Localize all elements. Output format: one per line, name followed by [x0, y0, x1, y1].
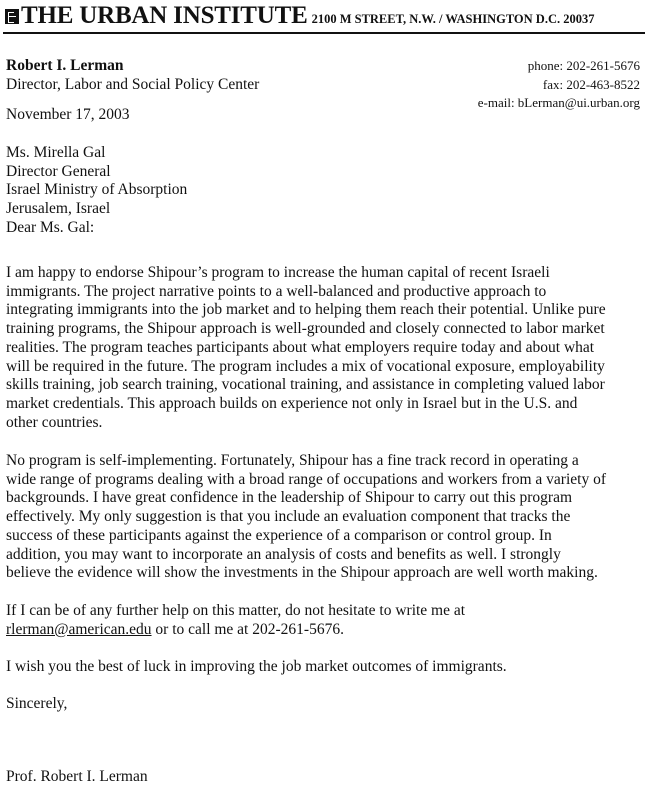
recipient-title: Director General: [6, 162, 111, 180]
salutation: Dear Ms. Gal:: [6, 219, 95, 236]
paragraph-line: skills training, job search training, vocational training, and assistance in completing valued labor: [6, 376, 605, 394]
paragraph-line: market credentials. This approach builds on experience not only in Israel but in the U.S. and: [6, 394, 578, 412]
letterhead: [5, 2, 645, 28]
contact-block: [478, 57, 640, 113]
sender-title: Director, Labor and Social Policy Center: [6, 76, 260, 93]
contact-email: e-mail: bLerman@ui.urban.org: [477, 95, 640, 110]
recipient-name: Ms. Mirella Gal: [6, 144, 106, 161]
paragraph-line: realities. The program teaches participants about what employers require today and about what: [6, 338, 595, 356]
paragraph-line: integrating immigrants into the job market and to helping them reach their potential. Unlike pure: [6, 301, 606, 319]
paragraph-line: will be required in the future. The program includes a mix of vocational exposure, employability: [6, 357, 605, 375]
org-name: THE URBAN INSTITUTE: [21, 2, 308, 29]
paragraph-line: addition, you may want to incorporate an analysis of costs and benefits as well. I strongly: [6, 545, 561, 563]
org-address: 2100 M STREET, N.W. / WASHINGTON D.C. 20037: [311, 12, 595, 26]
paragraph-line: effectively. My only suggestion is that you include an evaluation component that tracks the: [6, 508, 571, 526]
email-link[interactable]: rlerman@american.edu: [6, 620, 152, 638]
body-paragraph-2: [6, 452, 646, 583]
paragraph-line: backgrounds. I have great confidence in the leadership of Shipour to carry out this program: [6, 489, 572, 507]
letterhead-divider: [3, 32, 645, 34]
paragraph-line: If I can be of any further help on this matter, do not hesitate to write me at: [6, 602, 466, 619]
paragraph-line: other countries.: [6, 413, 103, 431]
sender-name: Robert I. Lerman: [6, 57, 124, 74]
contact-fax: fax: 202-463-8522: [542, 76, 640, 92]
paragraph-line-rest: or to call me at 202-261-5676.: [151, 620, 344, 638]
recipient-block: [6, 144, 646, 219]
paragraph-line: No program is self-implementing. Fortunately, Shipour has a fine track record in operating a: [6, 452, 579, 469]
paragraph-line: I am happy to endorse Shipour’s program to increase the human capital of recent Israeli: [6, 264, 550, 281]
letter-date: November 17, 2003: [6, 106, 130, 123]
recipient-location: Jerusalem, Israel: [6, 200, 111, 218]
paragraph-line: [6, 621, 646, 640]
signature-name: Prof. Robert I. Lerman: [6, 768, 148, 785]
closing: Sincerely,: [6, 695, 68, 712]
paragraph-line: wide range of programs dealing with a broad range of occupations and workers from a variety of: [6, 470, 606, 488]
paragraph-line: training programs, the Shipour approach is well-grounded and closely connected to labor market: [6, 320, 605, 338]
body-paragraph-3: [6, 602, 646, 639]
body-paragraph-4: I wish you the best of luck in improving the job market outcomes of immigrants.: [6, 658, 507, 675]
paragraph-line: immigrants. The project narrative points to a well-balanced and productive approach to: [6, 282, 547, 300]
body-paragraph-1: [6, 264, 646, 432]
paragraph-line: believe the evidence will show the investments in the Shipour approach are well worth making.: [6, 564, 598, 582]
contact-phone: phone: 202-261-5676: [527, 58, 640, 73]
paragraph-line: success of these participants against the experience of a comparison or control group. In: [6, 526, 552, 544]
urban-institute-logo-icon: [5, 9, 19, 24]
recipient-organization: Israel Ministry of Absorption: [6, 181, 188, 199]
sender-block: [6, 56, 259, 94]
